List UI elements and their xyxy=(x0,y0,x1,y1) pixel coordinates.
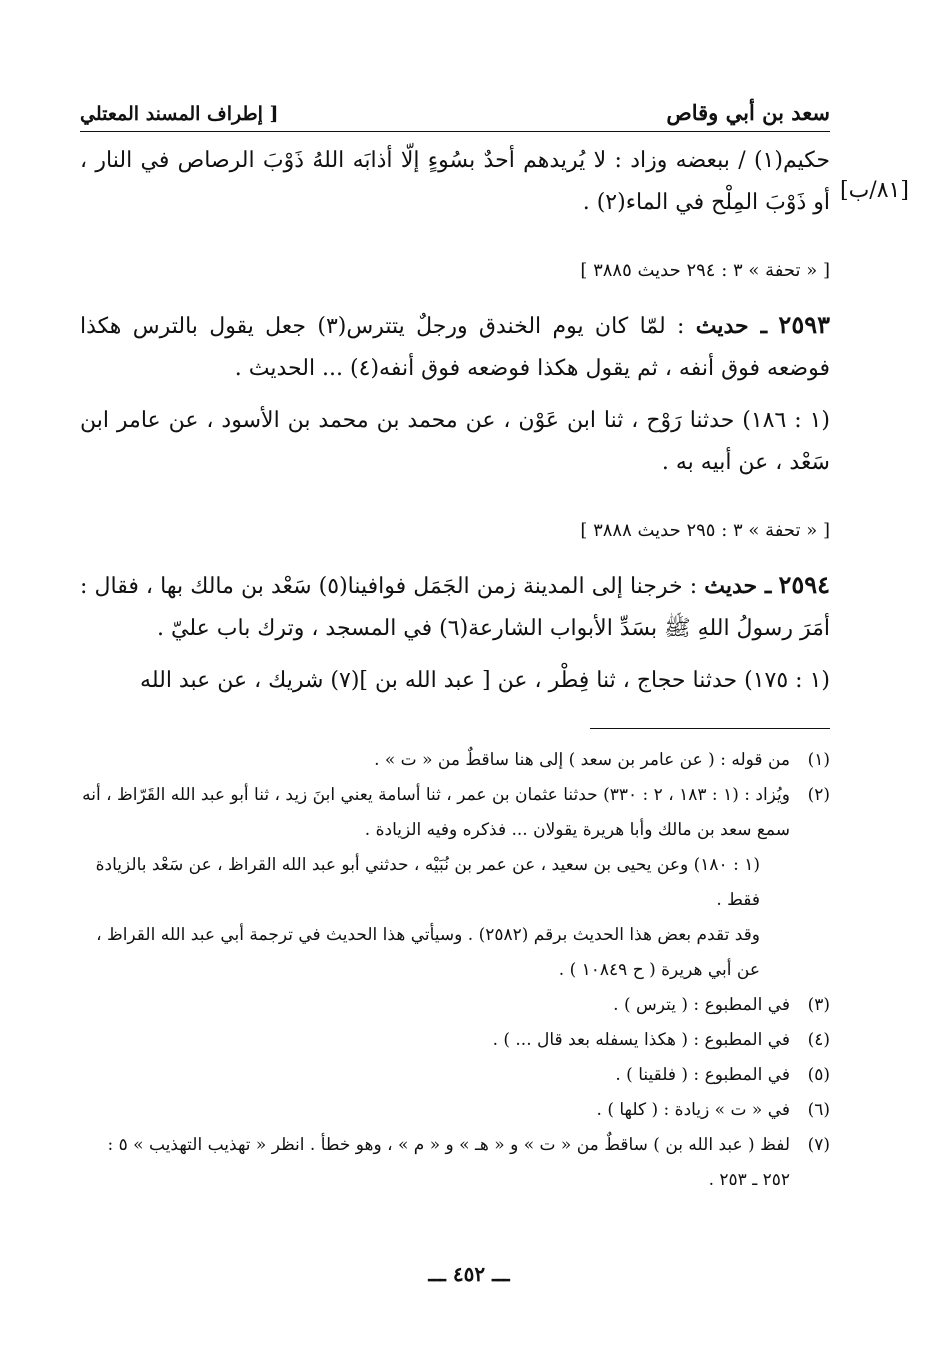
footnote-number: (١) xyxy=(807,750,830,770)
page-body xyxy=(80,100,909,1198)
hadith-entry: ٢٥٩٤ ـ حديث : خرجنا إلى المدينة زمن الجَمَل فوافينا(٥) سَعْد بن مالك بها ، فقال : أمَرَ رسولُ اللهِ ﷺ بسَدِّ الأبواب الشارعة(٦) في المسجد ، وترك باب عليّ . xyxy=(80,570,830,641)
footnote-text: في المطبوع : ( يترس ) . xyxy=(613,995,790,1015)
footnote xyxy=(80,1093,830,1128)
hadith-number: ٢٥٩٣ xyxy=(778,310,830,339)
footnote-text: وقد تقدم بعض هذا الحديث برقم (٢٥٨٢) . وسيأتي هذا الحديث في ترجمة أبي عبد الله القراظ ، عن أبي هريرة ( ح ١٠٨٤٩ ) . xyxy=(96,925,760,980)
hadith-isnad: (١ : ١٧٥) حدثنا حجاج ، ثنا فِطْر ، عن [ عبد الله بن ](٧) شريك ، عن عبد الله xyxy=(140,668,830,693)
footnote xyxy=(80,1023,830,1058)
footnote-text: لفظ ( عبد الله بن ) ساقطٌ من « ت » و « هـ » و « م » ، وهو خطأ . انظر « تهذيب التهذيب » ٥ : ٢٥٢ ـ ٢٥٣ . xyxy=(107,1135,790,1190)
footnote xyxy=(80,1128,830,1198)
page-number: ـــ ٤٥٢ ـــ xyxy=(428,1262,510,1286)
footnote xyxy=(80,743,830,778)
footnote-text: (١ : ١٨٠) وعن يحيى بن سعيد ، عن عمر بن نُبَيْه ، حدثني أبو عبد الله القراظ ، عن سَعْد بالزيادة فقط . xyxy=(95,855,760,910)
hadith-text: : لمّا كان يوم الخندق ورجلٌ يتترس(٣) جعل يقول بالترس هكذا فوضعه فوق أنفه ، ثم يقول هكذا فوضعه فوق أنفه(٤) ... الحديث . xyxy=(80,314,830,381)
footnote xyxy=(80,778,830,848)
footnote xyxy=(80,1058,830,1093)
hadith-text: : خرجنا إلى المدينة زمن الجَمَل فوافينا(٥) سَعْد بن مالك بها ، فقال : أمَرَ رسولُ اللهِ ﷺ بسَدِّ الأبواب الشارعة(٦) في المسجد ، وترك باب عليّ . xyxy=(80,574,830,641)
footnote-text: ويُزاد : (١ : ١٨٣ ، ٢ : ٣٣٠) حدثنا عثمان بن عمر ، ثنا أسامة يعني ابنَ زيد ، ثنا أبو عبد الله القَرّاظ ، أنه سمع سعد بن مالك وأبا هريرة يقولان ... فذكره وفيه الزيادة . xyxy=(82,785,790,840)
paragraph-continuation: حكيم(١) / ببعضه وزاد : لا يُريدهم أحدٌ بسُوءٍ إلّا أذابَه اللهُ ذَوْبَ الرصاص في النار ، أو ذَوْبَ المِلْح في الماء(٢) . xyxy=(80,148,830,215)
footnote-separator xyxy=(590,728,830,729)
hadith-entry: ٢٥٩٣ ـ حديث : لمّا كان يوم الخندق ورجلٌ يتترس(٣) جعل يقول بالترس هكذا فوضعه فوق أنفه ، ثم يقول هكذا فوضعه فوق أنفه(٤) ... الحديث . xyxy=(80,310,830,381)
footnote-text: من قوله : ( عن عامر بن سعد ) إلى هنا ساقطٌ من « ت » . xyxy=(374,750,790,770)
footnotes xyxy=(80,743,830,1198)
hadith-keyword: حديث xyxy=(704,573,758,599)
hadith-number: ٢٥٩٤ xyxy=(778,570,830,599)
footnote-text: في « ت » زيادة : ( كلها ) . xyxy=(596,1100,790,1120)
footnote-text: في المطبوع : ( هكذا يسفله بعد قال ... ) . xyxy=(492,1030,790,1050)
footnote-number: (٦) xyxy=(807,1100,830,1120)
tuhfa-reference: [ « تحفة » ٣ : ٢٩٥ حديث ٣٨٨٨ ] xyxy=(580,520,830,541)
footnote-continuation xyxy=(80,848,830,918)
footnote-number xyxy=(760,918,800,988)
footnote-number: (٧) xyxy=(807,1135,830,1155)
footnote-number xyxy=(760,848,800,918)
hadith-isnad: (١ : ١٨٦) حدثنا رَوْح ، ثنا ابن عَوْن ، عن محمد بن محمد بن الأسود ، عن عامر ابن سَعْد ، عن أبيه به . xyxy=(80,408,830,475)
hadith-keyword: حديث xyxy=(695,313,749,339)
footnote xyxy=(80,988,830,1023)
footnote-number: (٤) xyxy=(807,1030,830,1050)
footnote-number: (٥) xyxy=(807,1065,830,1085)
footnote-number: (٢) xyxy=(807,785,830,805)
main-text xyxy=(80,140,830,702)
footnote-number: (٣) xyxy=(807,995,830,1015)
footnote-continuation xyxy=(80,918,830,988)
header-left-title: [ إطراف المسند المعتلي xyxy=(80,103,279,125)
header-right-title: سعد بن أبي وقاص xyxy=(666,100,830,125)
footnote-text: في المطبوع : ( فلقينا ) . xyxy=(615,1065,790,1085)
margin-folio-note: [٨١/ب] xyxy=(840,178,909,203)
running-header xyxy=(80,100,830,132)
tuhfa-reference: [ « تحفة » ٣ : ٢٩٤ حديث ٣٨٨٥ ] xyxy=(580,260,830,281)
